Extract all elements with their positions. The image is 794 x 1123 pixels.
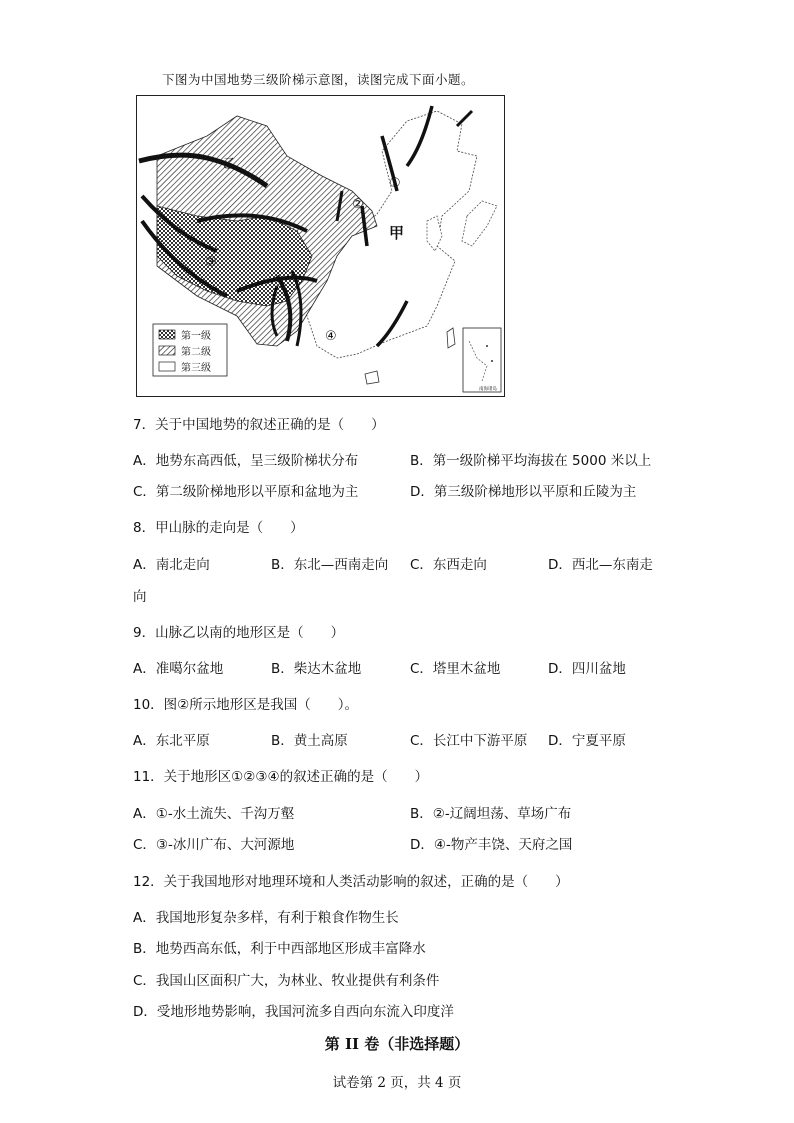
intro-text: 下图为中国地势三级阶梯示意图，读图完成下面小题。 — [162, 72, 475, 87]
q11-option-d[interactable]: D．④-物产丰饶、天府之国 — [410, 837, 573, 853]
q9-option-a[interactable]: A．准噶尔盆地 — [133, 661, 224, 677]
page-footer: 试卷第 2 页，共 4 页 — [332, 1075, 462, 1091]
section-title: 第 II 卷（非选择题） — [324, 1035, 470, 1053]
china-terrain-map — [136, 95, 505, 397]
mountain-range-line — [457, 111, 472, 126]
taiwan-outline — [447, 328, 455, 348]
label-region-3: ③ — [205, 255, 217, 270]
q9-option-b[interactable]: B．柴达木盆地 — [271, 661, 362, 677]
q11-option-b[interactable]: B．②-辽阔坦荡、草场广布 — [410, 806, 572, 822]
legend-label-second: 第二级 — [181, 347, 211, 358]
label-jia: 甲 — [389, 224, 405, 242]
legend-swatch-first — [159, 330, 175, 339]
legend-swatch-second — [159, 346, 175, 355]
q7-option-b[interactable]: B．第一级阶梯平均海拔在 5000 米以上 — [410, 453, 652, 469]
q9-option-c[interactable]: C．塔里木盆地 — [410, 661, 501, 677]
map-legend — [153, 324, 227, 376]
label-region-4: ④ — [325, 329, 337, 344]
q10-option-b[interactable]: B．黄土高原 — [271, 733, 348, 749]
q9-option-d[interactable]: D．四川盆地 — [548, 661, 626, 677]
q10-option-a[interactable]: A．东北平原 — [133, 733, 210, 749]
question-11-stem: 11．关于地形区①②③④的叙述正确的是（ ） — [133, 769, 429, 785]
q10-option-c[interactable]: C．长江中下游平原 — [410, 733, 528, 749]
q12-option-a[interactable]: A．我国地形复杂多样，有利于粮食作物生长 — [133, 910, 399, 926]
label-region-1: ① — [389, 176, 401, 191]
south-china-sea-inset — [463, 328, 501, 392]
q12-option-d[interactable]: D．受地形地势影响，我国河流多自西向东流入印度洋 — [133, 1004, 454, 1020]
legend-label-third: 第三级 — [181, 363, 211, 374]
q10-option-d[interactable]: D．宁夏平原 — [548, 733, 626, 749]
label-region-2: ② — [352, 197, 364, 212]
label-yi: 乙 — [223, 157, 237, 172]
q11-option-a[interactable]: A．①-水土流失、千沟万壑 — [133, 806, 295, 822]
question-10-stem: 10．图②所示地形区是我国（ ）。 — [133, 697, 359, 713]
q12-option-c[interactable]: C．我国山区面积广大，为林业、牧业提供有利条件 — [133, 973, 440, 989]
terrain-map-svg — [137, 96, 504, 396]
q11-option-c[interactable]: C．③-冰川广布、大河源地 — [133, 837, 295, 853]
question-7-stem: 7．关于中国地势的叙述正确的是（ ） — [133, 417, 385, 433]
q8-option-b[interactable]: B．东北—西南走向 — [271, 557, 389, 573]
question-8-stem: 8．甲山脉的走向是（ ） — [133, 520, 304, 536]
q8-option-d-wrap: 向 — [133, 589, 147, 605]
hainan-outline — [365, 371, 379, 384]
inset-label: 南海诸岛 — [479, 387, 497, 392]
q7-option-a[interactable]: A．地势东高西低，呈三级阶梯状分布 — [133, 453, 359, 469]
legend-swatch-third — [159, 362, 175, 371]
legend-label-first: 第一级 — [181, 331, 211, 342]
question-12-stem: 12．关于我国地形对地理环境和人类活动影响的叙述，正确的是（ ） — [133, 874, 569, 890]
q8-option-c[interactable]: C．东西走向 — [410, 557, 487, 573]
question-9-stem: 9．山脉乙以南的地形区是（ ） — [133, 625, 345, 641]
japan-outline — [462, 201, 497, 246]
q12-option-b[interactable]: B．地势西高东低，利于中西部地区形成丰富降水 — [133, 941, 426, 957]
q8-option-d[interactable]: D．西北—东南走 — [548, 557, 653, 573]
q7-option-c[interactable]: C．第二级阶梯地形以平原和盆地为主 — [133, 484, 359, 500]
q7-option-d[interactable]: D．第三级阶梯地形以平原和丘陵为主 — [410, 484, 637, 500]
q8-option-a[interactable]: A．南北走向 — [133, 557, 210, 573]
